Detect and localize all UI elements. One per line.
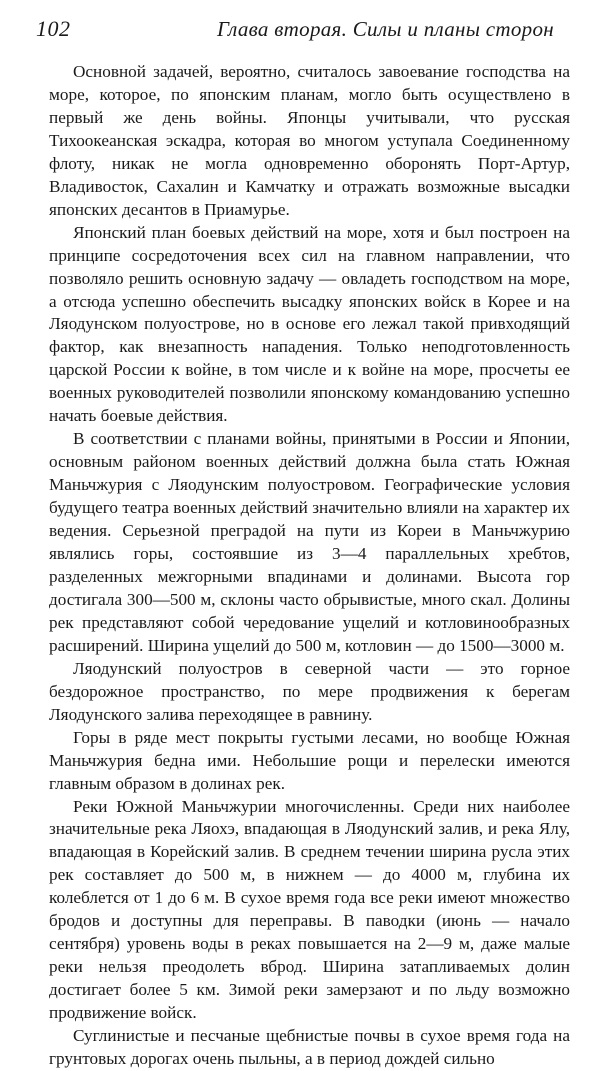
- paragraph: [49, 428, 570, 658]
- paragraph-text: Ляодунский полуостров в северной части — это горное бездорожное пространство, по мере продвижения к берегам Ляодунского залива переходящее в равнину.: [49, 658, 570, 724]
- paragraph: [49, 658, 570, 727]
- page-number: 102: [36, 16, 71, 41]
- paragraph: [49, 796, 570, 1026]
- paragraph-text: В соответствии с планами войны, принятыми в России и Японии, основным районом военных действий должна была стать Южная Маньчжурия с Ляодунским полуостровом. Географические условия будущего театра военных действий значительно влияли на характер их ведения. Серьезной преградой на пути из Кореи в Маньчжурию являлись горы, состоявшие из 3—4 параллельных хребтов, разделенных межгорными впадинами и долинами. Высота гор достигала 300—500 м, склоны часто обрывистые, много скал. Долины рек представляют собой чередование ущелий и котловинообразных расширений. Ширина ущелий до 500 м, котловин — до 1500—3000 м.: [49, 429, 570, 655]
- paragraph: [49, 61, 570, 222]
- paragraph: [49, 222, 570, 429]
- main-text: [49, 61, 570, 1071]
- paragraph-text: Горы в ряде мест покрыты густыми лесами, но вообще Южная Маньчжурия бедна ими. Небольшие рощи и перелески имеются главным образом в долинах рек.: [49, 727, 570, 793]
- page-header: [36, 14, 554, 44]
- paragraph-text: Японский план боевых действий на море, хотя и был построен на принципе сосредоточения всех сил на главном направлении, что позволяло решить основную задачу — овладеть господством на море, а отсюда успешно обеспечить высадку японских войск в Корее и на Ляодунском полуострове, но в основе его лежал такой привходящий фактор, как внезапность нападения. Только неподготовленность царской России к войне, в том числе и к войне на море, просчеты ее военных руководителей позволили японскому командованию успешно начать боевые действия.: [49, 222, 570, 426]
- paragraph: [49, 1025, 570, 1071]
- paragraph: [49, 727, 570, 796]
- running-title: Глава вторая. Силы и планы сторон: [217, 17, 554, 41]
- paragraph-text: Суглинистые и песчаные щебнистые почвы в сухое время года на грунтовых дорогах очень пыльны, а в период дождей сильно: [49, 1026, 570, 1068]
- paragraph-text: Реки Южной Маньчжурии многочисленны. Среди них наиболее значительные река Ляохэ, впадающая в Ляодунский залив, и река Ялу, впадающая в Корейский залив. В среднем течении ширина русла этих рек составляет до 500 м, в нижнем — до 4000 м, глубина их колеблется от 1 до 6 м. В сухое время года все реки имеют множество бродов и доступны для переправы. В паводки (июнь — начало сентября) уровень воды в реках повышается на 2—9 м, даже малые реки нельзя преодолеть вброд. Ширина затапливаемых долин достигает более 5 км. Зимой реки замерзают и по льду возможно продвижение войск.: [49, 796, 570, 1023]
- paragraph-text: Основной задачей, вероятно, считалось завоевание господства на море, которое, по японским планам, могло быть осуществлено в первый же день войны. Японцы учитывали, что русская Тихоокеанская эскадра, которая во многом уступала Соединенному флоту, никак не могла одновременно оборонять Порт-Артур, Владивосток, Сахалин и Камчатку и отражать возможные высадки японских десантов в Приамурье.: [49, 62, 570, 219]
